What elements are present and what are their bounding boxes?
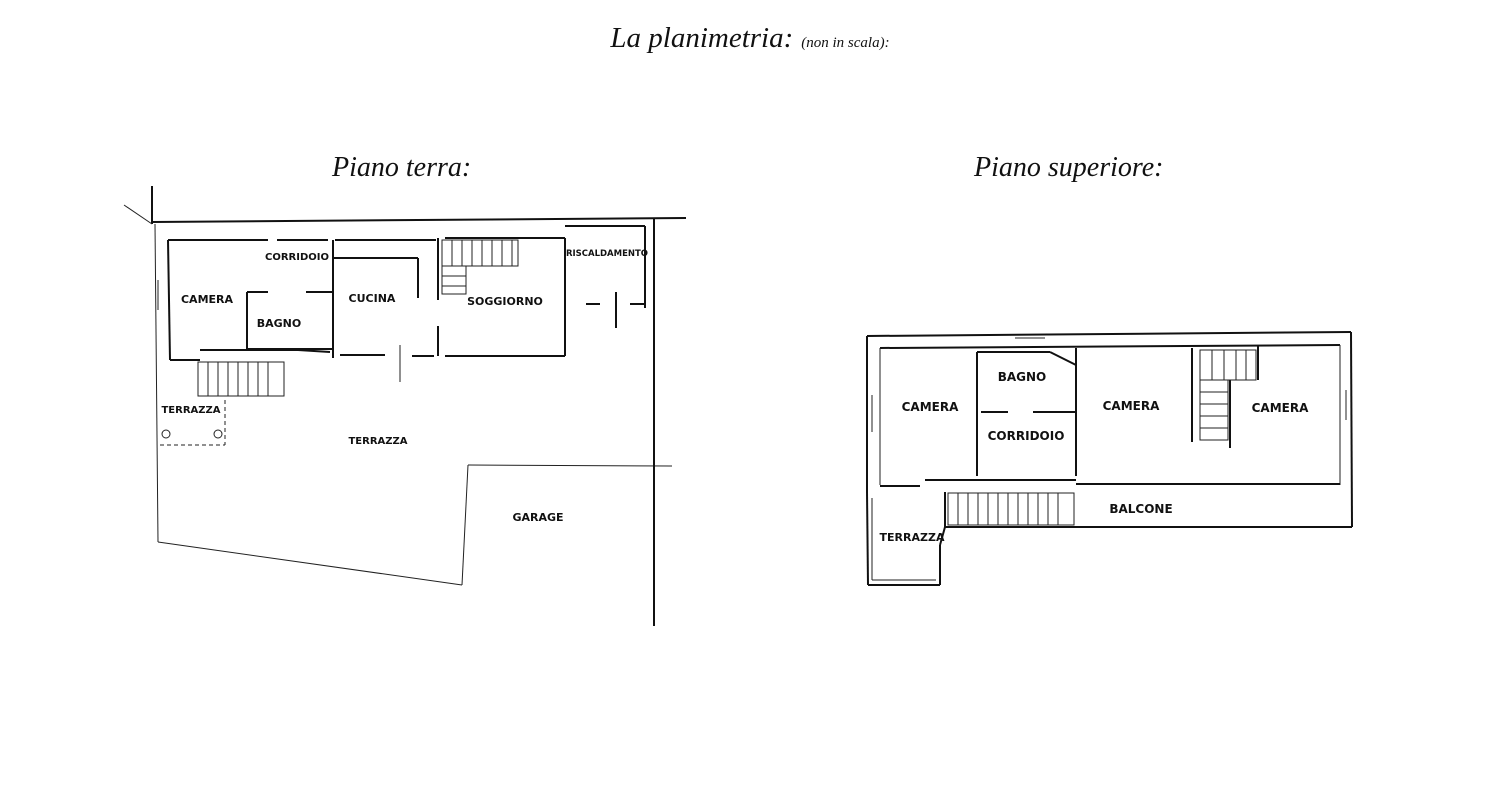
upper-room-label-corridoio: CORRIDOIO (987, 429, 1065, 443)
heating-room-walls (565, 226, 645, 328)
garage-wall-west (462, 465, 468, 585)
room-label-terrazza-large: TERRAZZA (348, 436, 408, 447)
room-label-cucina: CUCINA (348, 292, 396, 305)
upper-floor-title: Piano superiore: (974, 152, 1164, 183)
room-label-soggiorno: SOGGIORNO (467, 295, 543, 308)
external-staircase (198, 362, 284, 396)
upper-house-outline (867, 332, 1352, 527)
upper-room-label-camera-center: CAMERA (1102, 399, 1160, 413)
site-boundary-diagonal (124, 205, 152, 224)
page-title-note: (non in scala): (801, 35, 890, 51)
site-boundary-west (155, 224, 158, 542)
upper-floor-plan (867, 332, 1352, 585)
site-boundary-north (152, 218, 686, 222)
upper-staircase (1200, 350, 1256, 440)
room-label-camera: CAMERA (180, 293, 234, 306)
room-label-corridoio: CORRIDOIO (265, 252, 329, 263)
room-label-garage: GARAGE (512, 511, 564, 524)
room-label-bagno: BAGNO (256, 317, 302, 330)
ground-floor-title: Piano terra: (332, 152, 472, 183)
upper-room-label-balcone: BALCONE (1109, 502, 1173, 516)
garage-wall-north (468, 465, 672, 466)
soggiorno-staircase (442, 240, 518, 294)
ground-floor-plan (124, 186, 686, 626)
room-label-riscaldamento: RISCALDAMENTO (565, 249, 649, 259)
room-label-terrazza-small: TERRAZZA (161, 405, 221, 416)
site-boundary-south (158, 542, 462, 585)
upper-room-label-camera-left: CAMERA (901, 400, 959, 414)
page-title-main: La planimetria: (610, 22, 794, 54)
upper-room-label-terrazza: TERRAZZA (879, 531, 945, 544)
upper-room-label-camera-right: CAMERA (1251, 401, 1309, 415)
upper-room-label-bagno: BAGNO (997, 370, 1047, 384)
